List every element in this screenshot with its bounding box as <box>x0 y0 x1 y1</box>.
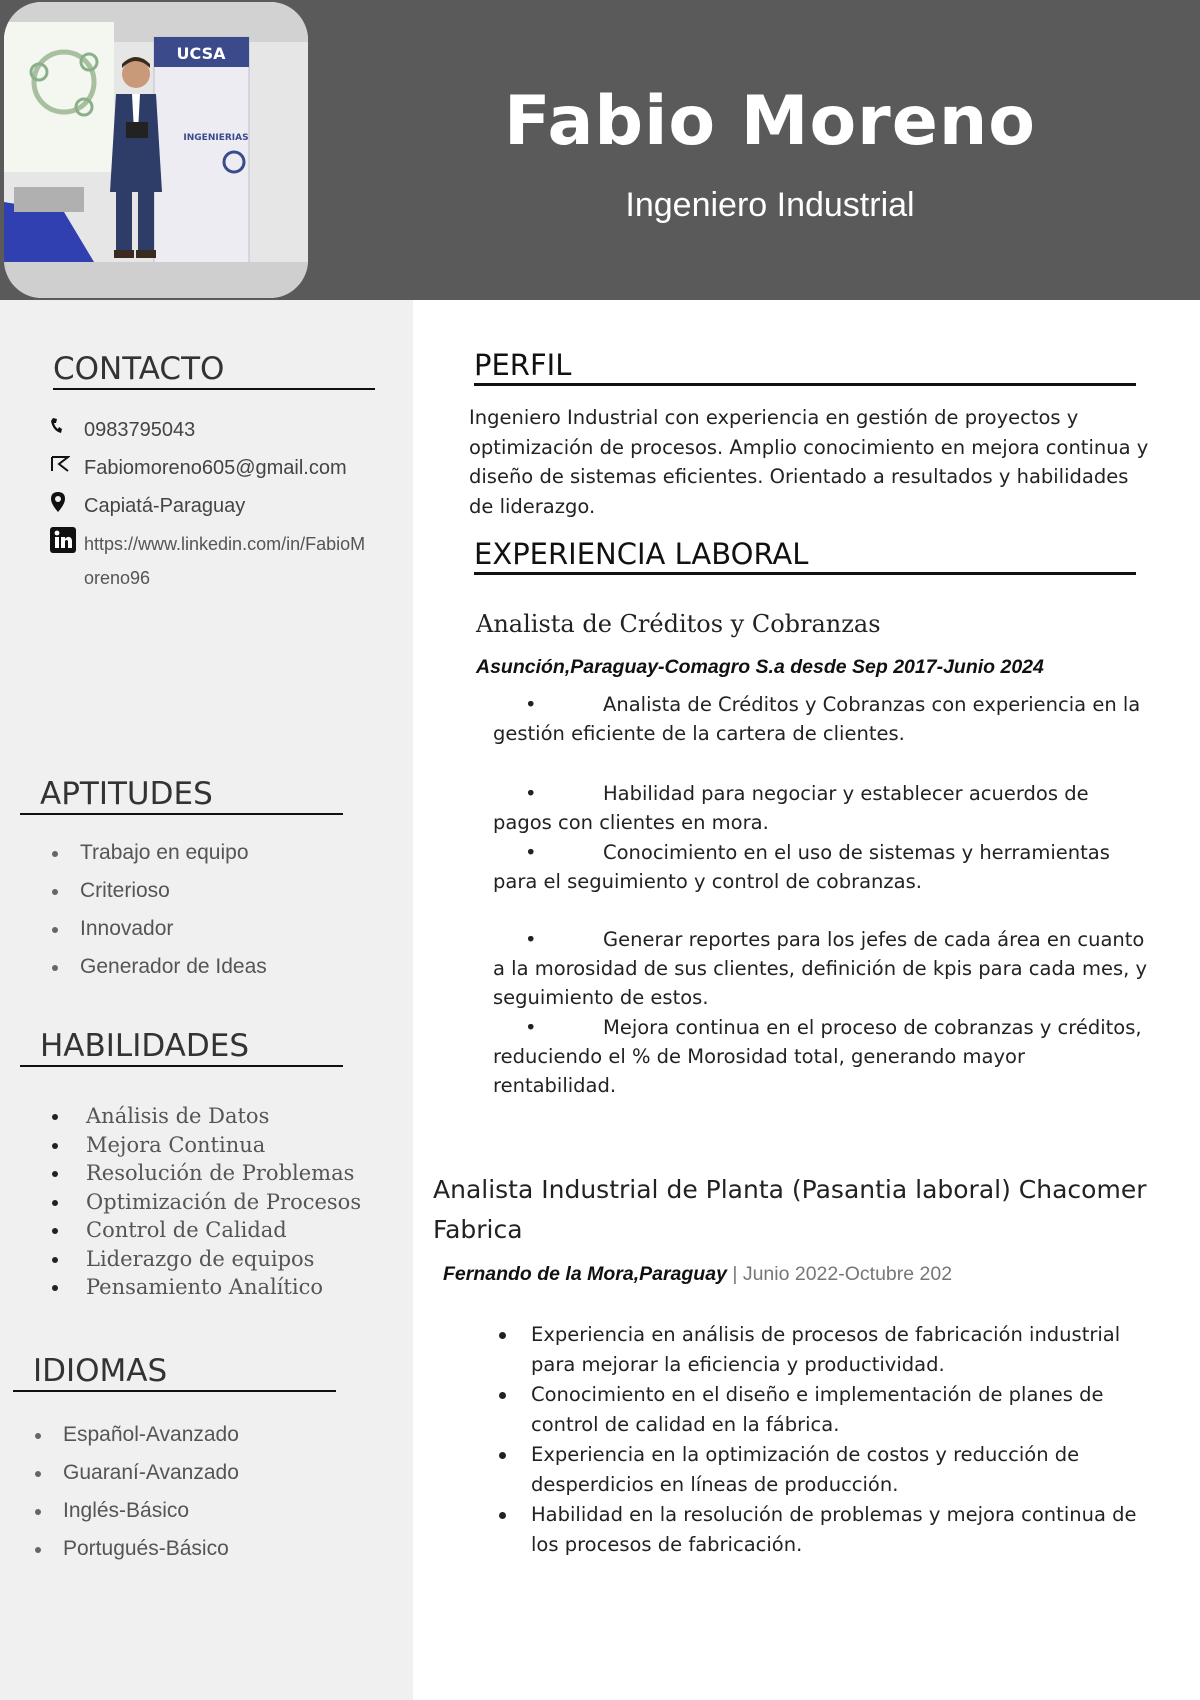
profile-photo-illustration <box>4 2 308 298</box>
list-item: Habilidad en la resolución de problemas y mejora continua de los procesos de fabricación. <box>494 1500 1149 1560</box>
contact-email <box>50 451 374 485</box>
bullet-icon <box>493 925 603 954</box>
location-pin-icon <box>50 489 84 515</box>
contact-location <box>50 489 374 523</box>
contact-phone <box>50 413 374 447</box>
list-item: Liderazgo de equipos <box>50 1245 400 1274</box>
linkedin-url[interactable]: https://www.linkedin.com/in/FabioMoreno96 <box>84 534 366 588</box>
list-item: Análisis de Datos <box>50 1102 400 1131</box>
idiomas-heading: IDIOMAS <box>13 1352 336 1392</box>
list-item: Trabajo en equipo <box>50 834 380 872</box>
email-text[interactable]: Fabiomoreno605@gmail.com <box>84 457 347 479</box>
job1-bullet: •Conocimiento en el uso de sistemas y herramientas para el seguimiento y control de cobranzas. <box>493 838 1153 896</box>
email-icon <box>50 451 84 477</box>
perfil-text: Ingeniero Industrial con experiencia en gestión de proyectos y optimización de procesos. Amplio conocimiento en mejora continua y diseño de sistemas eficientes. Orientado a resultados y habilidades de liderazgo. <box>469 406 1149 518</box>
job1-title: Analista de Créditos y Cobranzas <box>476 610 881 638</box>
candidate-name: Fabio Moreno <box>504 82 1036 161</box>
aptitudes-list <box>50 834 380 986</box>
experiencia-heading: EXPERIENCIA LABORAL <box>474 536 1136 575</box>
list-item: Inglés-Básico <box>33 1492 383 1530</box>
phone-text: 0983795043 <box>84 419 196 441</box>
list-item: Experiencia en la optimización de costos y reducción de desperdicios en líneas de producción. <box>494 1440 1149 1500</box>
list-item: Optimización de Procesos <box>50 1188 400 1217</box>
list-item: Resolución de Problemas <box>50 1159 400 1188</box>
photo-banner-text: UCSA <box>176 44 226 63</box>
candidate-title: Ingeniero Industrial <box>625 186 915 224</box>
job2-list <box>494 1320 1149 1560</box>
contact-heading: CONTACTO <box>53 350 375 390</box>
contact-linkedin <box>50 527 374 595</box>
habilidades-heading: HABILIDADES <box>20 1027 343 1067</box>
list-item: Innovador <box>50 910 380 948</box>
profile-photo <box>4 2 308 298</box>
list-item: Experiencia en análisis de procesos de fabricación industrial para mejorar la eficiencia y productividad. <box>494 1320 1149 1380</box>
habilidades-list <box>50 1102 400 1302</box>
job1-meta: Asunción,Paraguay-Comagro S.a desde Sep 2017-Junio 2024 <box>476 656 1044 678</box>
aptitudes-heading: APTITUDES <box>20 775 343 815</box>
list-item: Criterioso <box>50 872 380 910</box>
job1-bullet: •Generar reportes para los jefes de cada área en cuanto a la morosidad de sus clientes, definición de kpis para cada mes, y seguimiento de estos. <box>493 925 1153 1012</box>
job2-meta <box>443 1263 952 1286</box>
list-item: Guaraní-Avanzado <box>33 1454 383 1492</box>
linkedin-icon <box>50 527 84 553</box>
location-text: Capiatá-Paraguay <box>84 495 246 517</box>
bullet-icon <box>493 838 603 867</box>
list-item: Generador de Ideas <box>50 948 380 986</box>
bullet-icon <box>493 1013 603 1042</box>
list-item: Pensamiento Analítico <box>50 1273 400 1302</box>
list-item: Mejora Continua <box>50 1131 400 1160</box>
job2-separator: | <box>726 1263 743 1285</box>
list-item: Portugués-Básico <box>33 1530 383 1568</box>
job2-place: Fernando de la Mora,Paraguay <box>443 1263 727 1285</box>
bullet-icon <box>493 779 603 808</box>
header-band <box>0 0 1200 300</box>
photo-sign-text: INGENIERIAS <box>183 133 249 143</box>
bullet-icon <box>493 690 603 719</box>
list-item: Control de Calidad <box>50 1216 400 1245</box>
phone-icon <box>50 413 84 439</box>
job2-title: Analista Industrial de Planta (Pasantia laboral) Chacomer Fabrica <box>433 1175 1147 1244</box>
job1-bullet: •Mejora continua en el proceso de cobranzas y créditos, reduciendo el % de Morosidad total, generando mayor rentabilidad. <box>493 1013 1153 1100</box>
job1-bullet: •Habilidad para negociar y establecer acuerdos de pagos con clientes en mora. <box>493 779 1153 837</box>
job1-bullet: •Analista de Créditos y Cobranzas con experiencia en la gestión eficiente de la cartera de clientes. <box>493 690 1153 748</box>
job2-dates: Junio 2022-Octubre 202 <box>742 1263 953 1285</box>
perfil-heading: PERFIL <box>474 347 1136 386</box>
list-item: Español-Avanzado <box>33 1416 383 1454</box>
list-item: Conocimiento en el diseño e implementación de planes de control de calidad en la fábrica. <box>494 1380 1149 1440</box>
idiomas-list <box>33 1416 383 1568</box>
